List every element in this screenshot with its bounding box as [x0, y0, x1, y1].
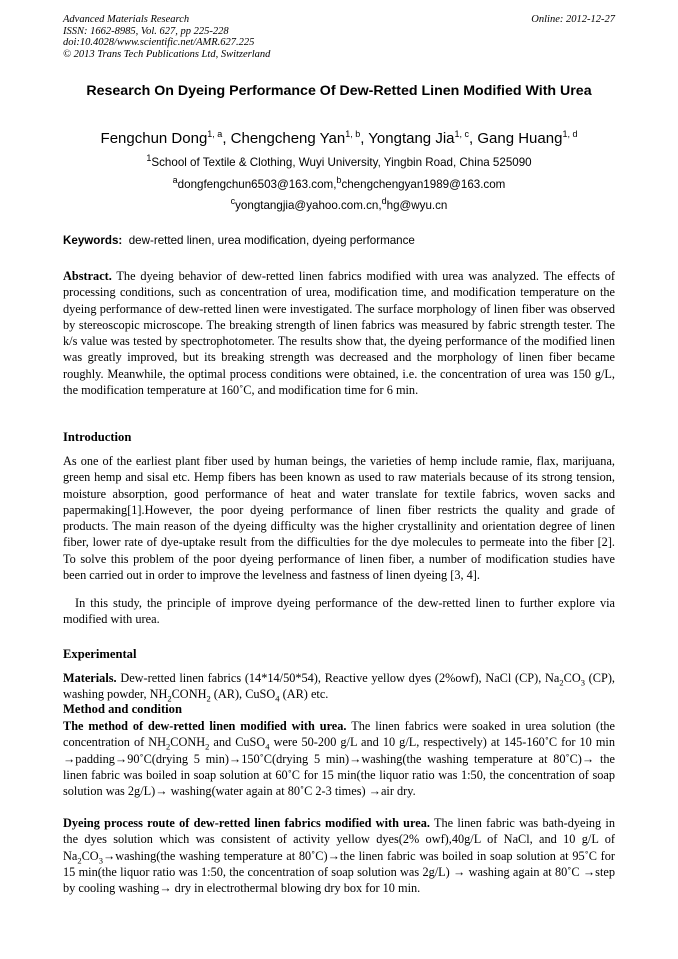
- method-label: The method of dew-retted linen modified with urea.: [63, 719, 347, 733]
- materials-text: (AR), CuSO: [210, 687, 276, 702]
- subscript: 4: [275, 693, 280, 704]
- method-text: were 50-200 g/L and 10 g/L, respectively) at 145-160˚C for 10 min →padding→90˚C(drying 5 min)→150˚C(drying 5 min)→washing(the washing temperature at 80˚C)→ the linen fabric was boiled in soap solution at 60˚C for 15 min(the liquor ratio was 1:50, the concentration of soap solution was 2g/L)→ washing(water again at 80˚C 2-3 times) →air dry.: [63, 735, 615, 799]
- email-mark: c: [230, 196, 236, 207]
- author-name: Gang Huang: [477, 130, 563, 147]
- dyeing-paragraph: [63, 815, 615, 896]
- abstract-label: Abstract.: [63, 269, 112, 283]
- dyeing-text: The linen fabric was bath-dyeing in the dyes solution which was consistent of activity yellow dyes(2% owf),40g/L of NaCl, and 10 g/L of Na: [63, 816, 615, 863]
- doi-link[interactable]: doi:10.4028/www.scientific.net/AMR.627.225: [63, 37, 255, 49]
- affiliation-mark: 1: [146, 153, 152, 164]
- keywords-label: Keywords:: [63, 234, 123, 247]
- materials-text: CO: [563, 671, 581, 685]
- keywords-text: dew-retted linen, urea modification, dyeing performance: [128, 234, 415, 247]
- email-address[interactable]: chengchengyan1989@163.com: [341, 178, 506, 191]
- email-line-2: [0, 196, 678, 213]
- method-paragraph: [63, 718, 615, 799]
- introduction-paragraph-2: In this study, the principle of improve dyeing performance of the dew-retted linen to further explore via modified with urea.: [63, 596, 615, 627]
- copyright-line: © 2013 Trans Tech Publications Ltd, Switzerland: [63, 48, 271, 60]
- abstract: [63, 268, 615, 398]
- email-mark: b: [336, 175, 342, 186]
- subscript: 2: [167, 693, 172, 704]
- affiliation-text: School of Textile & Clothing, Wuyi University, Yingbin Road, China 525090: [151, 156, 532, 169]
- materials-label: Materials.: [63, 671, 117, 685]
- email-address[interactable]: dongfengchun6503@163.com,: [177, 178, 337, 191]
- materials-text: (AR) etc.: [279, 687, 329, 702]
- materials-paragraph: [63, 670, 615, 703]
- introduction-heading: Introduction: [63, 430, 132, 444]
- email-address[interactable]: yongtangjia@yahoo.com.cn,: [235, 199, 382, 212]
- author-affiliation-mark: 1, b: [345, 129, 361, 139]
- method-text: CONH: [170, 735, 206, 750]
- paper-title: Research On Dyeing Performance Of Dew-Retted Linen Modified With Urea: [86, 83, 592, 99]
- method-text: The linen fabrics were soaked in urea solution (the concentration of NH: [63, 719, 616, 750]
- online-date: Online: 2012-12-27: [531, 14, 615, 25]
- subscript: 2: [166, 741, 171, 752]
- journal-name: Advanced Materials Research: [63, 14, 190, 25]
- author-name: Fengchun Dong: [100, 130, 208, 147]
- author-affiliation-mark: 1, a: [207, 129, 223, 139]
- method-text: and CuSO: [209, 735, 266, 750]
- journal-header: [63, 14, 270, 60]
- subscript: 3: [580, 677, 585, 688]
- materials-text: CONH: [171, 687, 207, 702]
- subscript: 2: [206, 693, 211, 704]
- subscript: 3: [98, 855, 103, 866]
- email-address[interactable]: hg@wyu.cn: [386, 199, 448, 212]
- author-name: Yongtang Jia: [368, 130, 455, 147]
- experimental-heading: Experimental: [63, 647, 137, 661]
- subscript: 4: [265, 741, 270, 752]
- dyeing-text: →washing(the washing temperature at 80˚C)→the linen fabric was boiled in soap solution at 95˚C for 15 min(the liquor ratio was 1:50, the concentration of soap solution was 2g/L) → washing again at 80˚C →step by cooling washing→ dry in electrothermal blowing dry box for 10 min.: [63, 848, 615, 896]
- email-line-1: [0, 175, 678, 192]
- author-affiliation-mark: 1, c: [454, 129, 470, 139]
- author-list: Fengchun Dong$^{1, a}$, Chengcheng Yan$^{1, b}$, Yongtang Jia$^{1, c}$, Gang Huang$^{1, d}$: [100, 129, 578, 147]
- issn-line: ISSN: 1662-8985, Vol. 627, pp 225-228: [63, 25, 229, 37]
- email-mark: d: [381, 196, 387, 207]
- materials-text: (CP), washing powder, NH: [63, 671, 615, 702]
- author-affiliation-mark: 1, d: [562, 129, 578, 139]
- email-mark: a: [172, 175, 178, 186]
- dyeing-text: CO: [81, 848, 99, 863]
- abstract-text: The dyeing behavior of dew-retted linen fabrics modified with urea was analyzed. The effects of processing conditions, such as concentration of urea, modification time, and modification temperature on the dyeing performance of dew-retted linen were investigated. The surface morphology of linen fiber was observed by stereoscopic microscope. The breaking strength of linen fabrics was measured by fabric strength tester. The k/s value was tested by spectrophotometer. The results show that, the dyeing performance of the modified linen was greatly improved, but its breaking strength was decreased and the morphology of linen fiber became roughly. Meanwhile, the optimal process conditions were obtained, i.e. the concentration of urea was 150 g/L, the modification temperature at 160˚C, and modification time for 6 min.: [63, 269, 615, 398]
- subscript: 2: [559, 677, 564, 688]
- subscript: 2: [77, 855, 82, 866]
- introduction-paragraph-1: As one of the earliest plant fiber used by human beings, the varieties of hemp include ramie, flax, marijuana, green hemp and sisal etc. Hemp fibers has been known as used to raw materials because of its strong tension, moisture absorption, good performance of heat and water translate for textile fabrics, woven sacks and papermaking[1].However, the poor dyeing performance of linen fiber restricts the quality and grade of products. The main reason of the dyeing difficulty was the higher crystallinity and orientation degree of linen fiber, lower rate of dye-uptake result from the difficulties for the dye molecules to permeate into the fiber [2]. To solve this problem of the poor dyeing performance of linen fiber, a number of modification studies have been carried out in order to improve the levelness and fastness of linen dyeing [3, 4].: [63, 454, 615, 583]
- author-name: Chengcheng Yan: [230, 130, 346, 147]
- materials-text: Dew-retted linen fabrics (14*14/50*54), Reactive yellow dyes (2%owf), NaCl (CP), Na: [120, 671, 560, 685]
- keywords: [63, 234, 415, 247]
- method-heading: Method and condition: [63, 702, 182, 716]
- subscript: 2: [205, 741, 210, 752]
- affiliation: [0, 153, 678, 170]
- dyeing-label: Dyeing process route of dew-retted linen fabrics modified with urea.: [63, 816, 430, 830]
